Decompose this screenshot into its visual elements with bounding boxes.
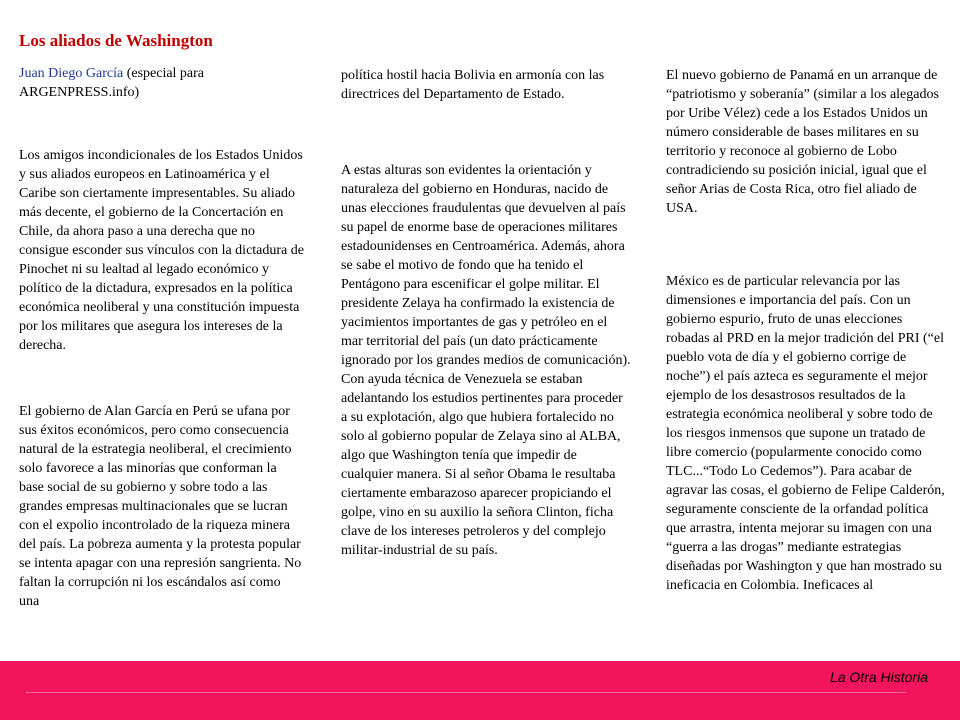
footer-label: La Otra Historia <box>829 669 928 685</box>
paragraph: A estas alturas son evidentes la orientación y naturaleza del gobierno en Honduras, nacido de unas elecciones fraudulentas que devuelven al país su papel de enorme base de operaciones militares estadounidenses en Centroamérica. Además, ahora se sabe el motivo de fondo que ha tenido el Pentágono para escenificar el golpe militar. El presidente Zelaya ha confirmado la existencia de yacimientos importantes de gas y petróleo en el mar territorial del país (un dato prácticamente ignorado por los grandes medios de comunicación). Con ayuda técnica de Venezuela se estaban adelantando los estudios pertinentes para proceder a su explotación, algo que hubiera fortalecido no solo al gobierno popular de Zelaya sino al ALBA, algo que Washington tenía que impedir de cualquier manera. Si al señor Obama le resultaba ciertamente embarazoso aparecer propiciando el golpe, vino en su auxilio la señora Clinton, ficha clave de los intereses petroleros y del complejo militar-industrial de su país. <box>341 163 631 558</box>
paragraph: El nuevo gobierno de Panamá en un arranque de “patriotismo y soberanía” (similar a los alegados por Uribe Vélez) cede a los Estados Unidos un número considerable de bases militares en su territorio y reconoce al gobierno de Lobo contradiciendo su posición inicial, igual que el señor Arias de Costa Rica, otro fiel aliado de USA. <box>666 68 939 216</box>
footer-divider <box>26 692 906 693</box>
author-note: (especial para ARGENPRESS.info) <box>19 66 205 100</box>
footer-band <box>0 661 960 720</box>
paragraph: México es de particular relevancia por las dimensiones e importancia del país. Con un gobierno espurio, fruto de unas elecciones robadas al PRD en la mejor tradición del PRI (“el pueblo vota de día y el gobierno corrige de noche”) el país azteca es seguramente el mejor ejemplo de los desastrosos resultados de la estrategia económica neoliberal y sobre todo de los riesgos inmensos que supone un tratado de libre comercio (popularmente conocido como TLC...“Todo Lo Cedemos”). Para acabar de agravar las cosas, el gobierno de Felipe Calderón, seguramente consciente de la orfandad política que arrastra, intenta mejorar su imagen con una “guerra a las drogas” mediante estrategias diseñadas por Washington y que han mostrado su ineficacia en Colombia. Ineficaces al <box>666 274 945 593</box>
byline <box>19 64 304 102</box>
author-name: Juan Diego García <box>19 66 124 81</box>
paragraph: Los amigos incondicionales de los Estados Unidos y sus aliados europeos en Latinoamérica y el Caribe son ciertamente impresentables. Su aliado más decente, el gobierno de la Concertación en Chile, da ahora paso a una derecha que no consigue esconder sus vínculos con la dictadura de Pinochet ni su lealtad al legado económico y político de la dictadura, expresados en la política económica neoliberal y una constitución impuesta por los militares que asegura los intereses de la derecha. <box>19 148 304 353</box>
paragraph: política hostil hacia Bolivia en armonía con las directrices del Departamento de Estado. <box>341 68 605 102</box>
paragraph: El gobierno de Alan García en Perú se ufana por sus éxitos económicos, pero como consecuencia natural de la estrategia neoliberal, el crecimiento solo favorece a las minorías que conforman la base social de su gobierno y sobre todo a las grandes empresas multinacionales que se lucran con el expolio incontrolado de la riqueza minera del país. La pobreza aumenta y la protesta popular se intenta apagar con una represión sangrienta. No faltan la corrupción ni los escándalos así como una <box>19 404 302 609</box>
article-title: Los aliados de Washington <box>19 31 213 50</box>
